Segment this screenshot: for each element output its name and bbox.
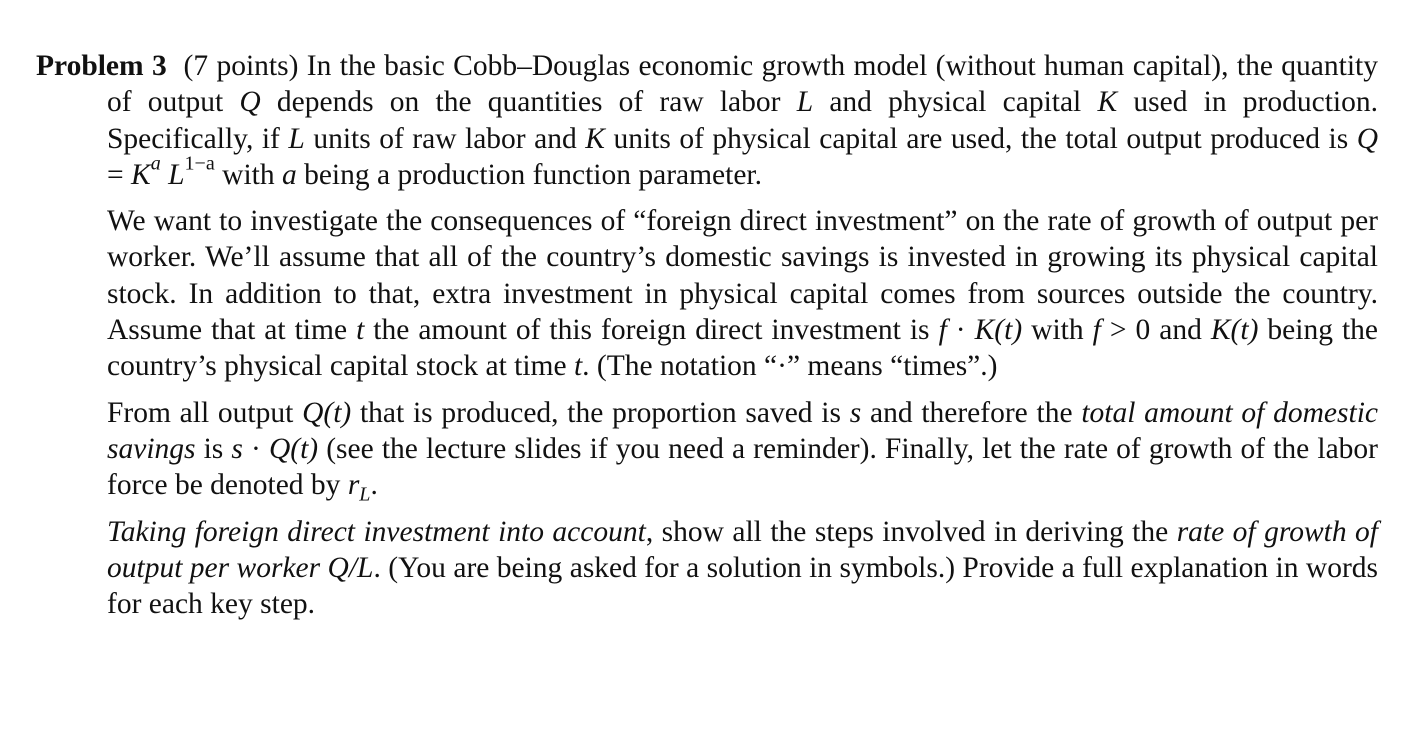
emphasis-rate-of-growth: rate of growth of output per worker bbox=[107, 515, 1378, 584]
intro-text-3: and physical capital bbox=[813, 86, 1098, 119]
savings-text-5: (see the lecture slides if you need a reminder). Finally, let the rate of growth of the labor force be denoted by bbox=[107, 432, 1378, 502]
var-L: L bbox=[796, 86, 814, 119]
intro-text-4: used in production. Specifically, if bbox=[107, 86, 1378, 155]
var-K: K bbox=[1097, 86, 1118, 119]
var-L-2: L bbox=[288, 122, 305, 155]
problem-heading: Problem 3 bbox=[36, 50, 167, 82]
paragraph-fdi bbox=[36, 203, 1378, 384]
var-t: t bbox=[356, 314, 365, 347]
problem-points: (7 points) bbox=[183, 50, 299, 82]
formula-K: K bbox=[131, 158, 151, 191]
paragraph-intro bbox=[36, 48, 1378, 193]
var-s-2: s bbox=[231, 432, 243, 465]
formula-exponent-1-minus-a: 1−a bbox=[184, 152, 215, 175]
var-Q: Q bbox=[239, 86, 261, 119]
fdi-text-3: with bbox=[1022, 314, 1093, 347]
var-t-2: t bbox=[573, 350, 583, 383]
formula-Q: Q bbox=[1356, 122, 1378, 155]
dot-operator: · bbox=[946, 314, 975, 347]
intro-text-1: In the basic Cobb–Douglas economic growth model (without human capital), the quantity of output bbox=[107, 50, 1378, 119]
savings-text-6: . bbox=[370, 469, 378, 502]
intro-text-5: units of raw labor and bbox=[304, 122, 586, 155]
problem-3 bbox=[36, 48, 1378, 622]
fdi-text-5: being the country’s physical capital stock at time bbox=[107, 314, 1379, 383]
task-text-1: , show all the steps involved in deriving the bbox=[645, 515, 1177, 548]
formula-equals: = bbox=[107, 158, 132, 191]
fdi-text-6: . (The notation “·” means “times”.) bbox=[582, 350, 998, 383]
task-text-2: . (You are being asked for a solution in symbols.) Provide a full explanation in words for each key step. bbox=[107, 551, 1379, 621]
intro-text-7: with bbox=[214, 158, 282, 191]
var-f: f bbox=[938, 314, 947, 347]
var-Q-over-L: Q/L bbox=[327, 551, 374, 584]
intro-text-6: units of physical capital are used, the total output produced is bbox=[604, 122, 1357, 155]
var-K-of-t: K(t) bbox=[974, 314, 1023, 347]
savings-text-4: is bbox=[195, 432, 232, 465]
savings-text-1: From all output bbox=[107, 396, 303, 429]
var-Q-of-t-2: Q(t) bbox=[268, 432, 319, 465]
formula-L: L bbox=[168, 158, 185, 191]
intro-text-8: being a production function parameter. bbox=[296, 158, 763, 191]
fdi-text-1: We want to investigate the consequences of “foreign direct investment” on the rate of growth of output per worker. We’ll assume that all of the country’s domestic savings is invested in growing its physical capital stock. In addition to that, extra investment in physical capital comes from sources outside the country. Assume that at time bbox=[107, 205, 1378, 347]
formula-exponent-a: a bbox=[150, 152, 161, 175]
savings-text-2: that is produced, the proportion saved is bbox=[351, 396, 850, 429]
inequality: > 0 bbox=[1100, 314, 1151, 347]
paragraph-savings bbox=[36, 395, 1378, 504]
var-r: r bbox=[347, 469, 360, 502]
emphasis-total-domestic-savings: total amount of domestic savings bbox=[107, 396, 1378, 465]
var-Q-of-t: Q(t) bbox=[302, 396, 352, 429]
subscript-L: L bbox=[359, 483, 371, 506]
var-K-of-t-2: K(t) bbox=[1210, 314, 1259, 347]
var-K-2: K bbox=[585, 122, 605, 155]
var-f-2: f bbox=[1092, 314, 1101, 347]
dot-operator-2: · bbox=[242, 432, 269, 465]
var-a: a bbox=[281, 158, 297, 191]
fdi-text-2: the amount of this foreign direct investment is bbox=[364, 314, 939, 347]
intro-text-2: depends on the quantities of raw labor bbox=[260, 86, 797, 119]
var-s: s bbox=[849, 396, 862, 429]
savings-text-3: and therefore the bbox=[861, 396, 1082, 429]
fdi-text-4: and bbox=[1150, 314, 1211, 347]
paragraph-task bbox=[36, 514, 1378, 623]
emphasis-taking-fdi: Taking foreign direct investment into account bbox=[107, 515, 646, 548]
